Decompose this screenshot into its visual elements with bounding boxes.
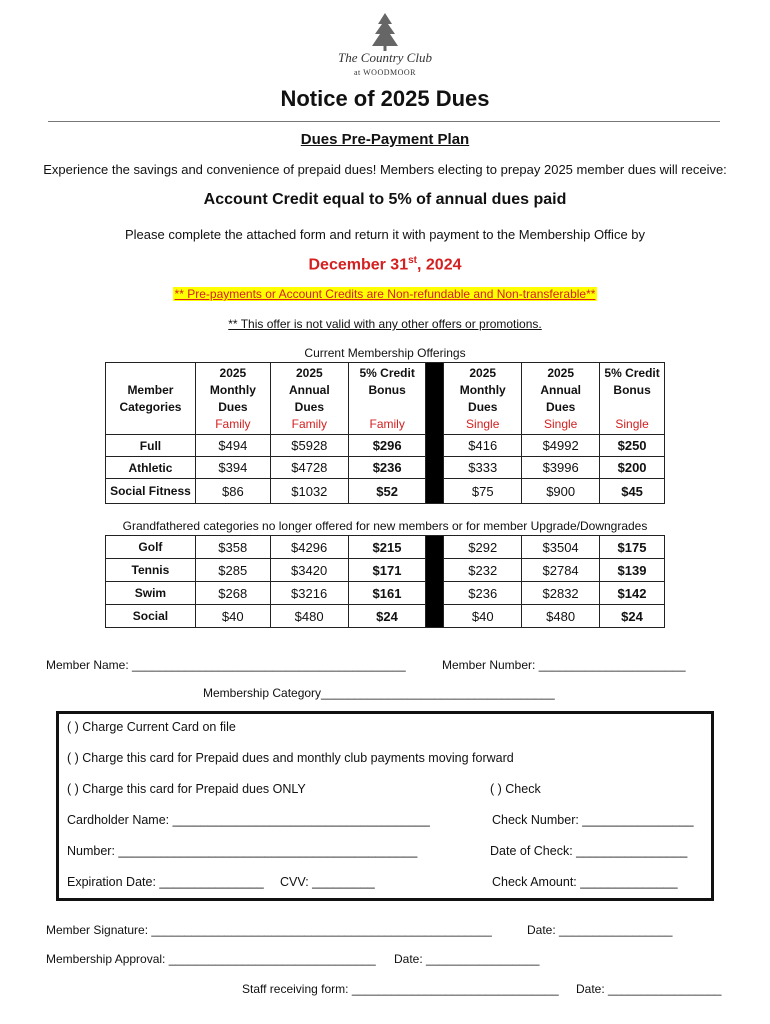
membership-category-field[interactable]: Membership Category___________________________________ — [203, 686, 555, 700]
approval-date-field[interactable]: Date: _________________ — [394, 952, 540, 966]
card-number-field[interactable]: Number: ___________________________________________ — [67, 844, 418, 858]
deadline-date — [0, 255, 770, 274]
cell-single-monthly: $236 — [444, 582, 522, 605]
column-divider — [426, 363, 444, 504]
cell-single-annual: $480 — [522, 605, 600, 628]
cell-family-annual: $5928 — [270, 435, 348, 457]
cell-family-credit: $52 — [348, 479, 426, 504]
header-text: 2025 Monthly Dues — [209, 365, 256, 414]
cell-single-credit: $175 — [600, 536, 665, 559]
header-family-label: Family — [369, 416, 405, 431]
row-category: Full — [106, 435, 196, 457]
header-text: 5% Credit Bonus — [604, 365, 660, 397]
grandfathered-caption: Grandfathered categories no longer offered for new members or for member Upgrade/Downgrades — [122, 519, 648, 533]
header-family-label: Family — [291, 416, 327, 431]
title-divider — [48, 121, 720, 122]
cell-single-credit: $139 — [600, 559, 665, 582]
cell-family-credit: $171 — [348, 559, 426, 582]
cell-single-annual: $3996 — [522, 457, 600, 479]
expiration-date-field[interactable]: Expiration Date: _______________ — [67, 875, 264, 889]
grandfathered-dues-table — [105, 535, 665, 628]
membership-approval-field[interactable]: Membership Approval: _______________________________ — [46, 952, 376, 966]
header-family-monthly — [195, 363, 270, 435]
cell-family-annual: $4296 — [270, 536, 348, 559]
cell-family-annual: $1032 — [270, 479, 348, 504]
offer-notice: ** This offer is not valid with any other offers or promotions. — [228, 317, 542, 331]
header-single-label: Single — [615, 416, 649, 431]
option-charge-card-forward[interactable]: ( ) Charge this card for Prepaid dues and monthly club payments moving forward — [67, 751, 514, 765]
cell-family-credit: $161 — [348, 582, 426, 605]
cell-single-monthly: $232 — [444, 559, 522, 582]
cell-family-monthly: $86 — [195, 479, 270, 504]
cell-single-credit: $200 — [600, 457, 665, 479]
cell-family-monthly: $394 — [195, 457, 270, 479]
offerings-caption: Current Membership Offerings — [304, 346, 466, 360]
plan-heading: Dues Pre-Payment Plan — [300, 131, 470, 148]
table-row — [106, 479, 665, 504]
header-family-annual — [270, 363, 348, 435]
table-row — [106, 435, 665, 457]
pine-tree-icon — [370, 12, 400, 52]
option-charge-current-card[interactable]: ( ) Charge Current Card on file — [67, 720, 236, 734]
header-member-categories: Member Categories — [106, 363, 196, 435]
option-charge-card-prepaid[interactable]: ( ) Charge this card for Prepaid dues ONLY — [67, 782, 306, 796]
deadline-suffix: st — [408, 255, 418, 266]
cell-single-annual: $2784 — [522, 559, 600, 582]
header-single-label: Single — [543, 416, 578, 431]
cell-family-annual: $480 — [270, 605, 348, 628]
cell-family-credit: $24 — [348, 605, 426, 628]
cell-single-credit: $24 — [600, 605, 665, 628]
header-single-monthly — [444, 363, 522, 435]
cell-single-monthly: $40 — [444, 605, 522, 628]
cell-single-annual: $3504 — [522, 536, 600, 559]
instructions-text: Please complete the attached form and return it with payment to the Membership Office by — [124, 227, 646, 242]
header-single-annual — [522, 363, 600, 435]
cell-family-credit: $236 — [348, 457, 426, 479]
staff-date-field[interactable]: Date: _________________ — [576, 982, 722, 996]
signature-date-field[interactable]: Date: _________________ — [527, 923, 673, 937]
member-name-field[interactable]: Member Name: _________________________________________ — [46, 658, 406, 672]
member-number-field[interactable]: Member Number: ______________________ — [442, 658, 686, 672]
cell-family-monthly: $358 — [195, 536, 270, 559]
current-dues-table — [105, 362, 665, 504]
member-signature-field[interactable]: Member Signature: ___________________________________________________ — [46, 923, 492, 937]
club-logo — [330, 12, 440, 80]
cell-family-monthly: $285 — [195, 559, 270, 582]
row-category: Tennis — [106, 559, 196, 582]
cell-family-annual: $3216 — [270, 582, 348, 605]
cvv-field[interactable]: CVV: _________ — [280, 875, 375, 889]
cell-family-monthly: $40 — [195, 605, 270, 628]
cell-single-monthly: $416 — [444, 435, 522, 457]
logo-sub-text: at WOODMOOR — [353, 68, 416, 77]
cardholder-name-field[interactable]: Cardholder Name: _____________________________________ — [67, 813, 430, 827]
check-amount-field[interactable]: Check Amount: ______________ — [492, 875, 678, 889]
payment-options-box — [56, 711, 714, 901]
cell-single-monthly: $75 — [444, 479, 522, 504]
cell-family-annual: $4728 — [270, 457, 348, 479]
cell-single-annual: $4992 — [522, 435, 600, 457]
cell-family-monthly: $268 — [195, 582, 270, 605]
row-category: Athletic — [106, 457, 196, 479]
deadline-year: , 2024 — [417, 256, 462, 274]
cell-single-monthly: $292 — [444, 536, 522, 559]
credit-line: Account Credit equal to 5% of annual dues paid — [203, 191, 567, 208]
staff-receiving-field[interactable]: Staff receiving form: _______________________________ — [242, 982, 559, 996]
header-text: 2025 Monthly Dues — [459, 365, 506, 414]
row-category: Swim — [106, 582, 196, 605]
cell-single-credit: $250 — [600, 435, 665, 457]
table-row — [106, 457, 665, 479]
cell-family-monthly: $494 — [195, 435, 270, 457]
row-category: Social Fitness — [106, 479, 196, 504]
cell-single-annual: $2832 — [522, 582, 600, 605]
cell-family-annual: $3420 — [270, 559, 348, 582]
header-single-label: Single — [466, 416, 500, 431]
nonrefundable-notice — [0, 287, 770, 301]
header-text: 5% Credit Bonus — [359, 365, 415, 397]
row-category: Golf — [106, 536, 196, 559]
cell-family-credit: $215 — [348, 536, 426, 559]
table-row — [106, 605, 665, 628]
cell-single-credit: $45 — [600, 479, 665, 504]
date-of-check-field[interactable]: Date of Check: ________________ — [490, 844, 688, 858]
table-header-row — [106, 363, 665, 435]
option-check[interactable]: ( ) Check — [490, 782, 541, 796]
header-text: 2025 Annual Dues — [289, 365, 330, 414]
nonrefundable-text: ** Pre-payments or Account Credits are Non-refundable and Non-transferable** — [174, 287, 596, 301]
table-row — [106, 536, 665, 559]
header-family-credit — [348, 363, 426, 435]
table-row — [106, 582, 665, 605]
cell-single-credit: $142 — [600, 582, 665, 605]
intro-text: Experience the savings and convenience of prepaid dues! Members electing to prepay 2025 member dues will receive: — [43, 162, 727, 177]
deadline-month-day: December 31 — [308, 256, 409, 274]
column-divider — [426, 536, 444, 628]
header-text: 2025 Annual Dues — [540, 365, 581, 414]
row-category: Social — [106, 605, 196, 628]
page-title: Notice of 2025 Dues — [280, 86, 490, 111]
header-single-credit — [600, 363, 665, 435]
check-number-field[interactable]: Check Number: ________________ — [492, 813, 694, 827]
table-row — [106, 559, 665, 582]
logo-script-text: The Country Club — [338, 50, 432, 65]
header-family-label: Family — [215, 416, 251, 431]
cell-family-credit: $296 — [348, 435, 426, 457]
cell-single-annual: $900 — [522, 479, 600, 504]
cell-single-monthly: $333 — [444, 457, 522, 479]
